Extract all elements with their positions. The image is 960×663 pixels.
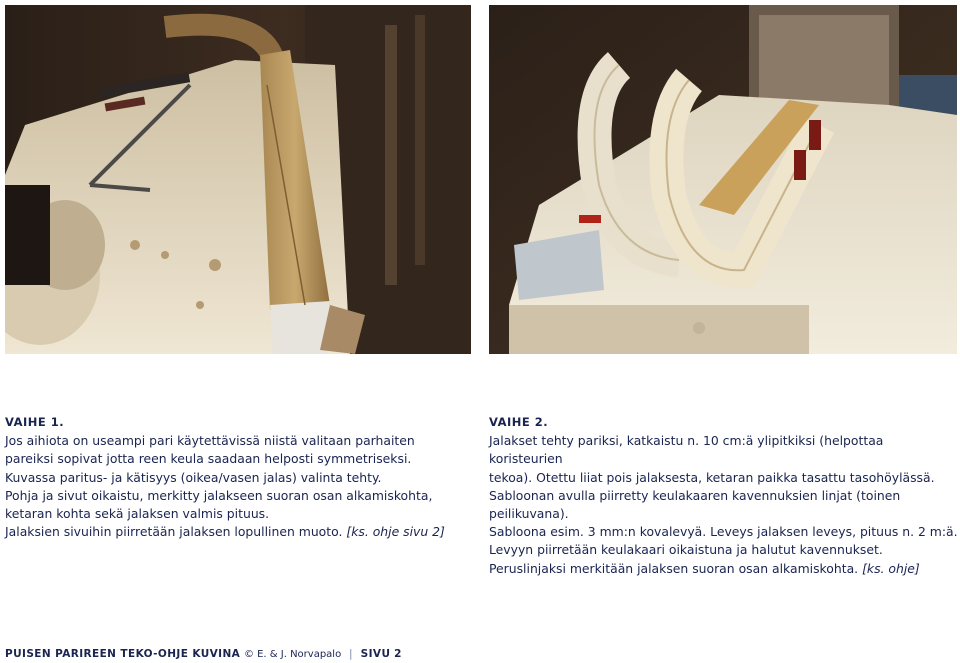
stage-2-last-line — [489, 560, 959, 578]
stage-2-line: Jalakset tehty pariksi, katkaistu n. 10 cm:ä ylipitkiksi (helpottaa koristeurien — [489, 433, 884, 467]
stage-1-line: ketaran kohta sekä jalaksen valmis pituus. — [5, 506, 270, 522]
stage-2-line: Sabloonan avulla piirretty keulakaaren kavennuksien linjat (toinen peilikuvana). — [489, 487, 901, 522]
footer-title: PUISEN PARIREEN TEKO-OHJE KUVINA — [5, 648, 241, 660]
stage-1-line: Kuvassa paritus- ja kätisyys (oikea/vasen jalas) valinta tehty. — [5, 469, 382, 485]
footer-separator: | — [348, 648, 353, 660]
stage-1-last-text: Jalaksien sivuihin piirretään jalaksen lopullinen muoto. — [5, 524, 343, 540]
stage-2-last-text: Peruslinjaksi merkitään jalaksen suoran osan alkamiskohta. — [489, 560, 859, 576]
stage-1-text — [5, 413, 475, 541]
stage-2-reference: [ks. ohje] — [862, 560, 920, 576]
stage-1-line: pareiksi sopivat jotta reen keula saadaan helposti symmetriseksi. — [5, 451, 412, 467]
stage-1-heading: VAIHE 1. — [5, 415, 65, 429]
stage-1-line: Jos aihiota on useampi pari käytettävissä niistä valitaan parhaiten — [5, 433, 415, 449]
footer-page-number: 2 — [394, 648, 402, 660]
footer-page-label: SIVU — [360, 648, 391, 660]
stage-2-line: Levyyn piirretään keulakaari oikaistuna ja halutut kavennukset. — [489, 542, 883, 558]
stage-1-last-line — [5, 523, 475, 541]
page-footer — [5, 648, 402, 660]
stage-2-line: tekoa). Otettu liiat pois jalaksesta, ketaran paikka tasattu tasohöylässä. — [489, 469, 935, 485]
workshop-photo-stage-2 — [489, 5, 957, 354]
stage-2-line: Sabloona esim. 3 mm:n kovalevyä. Leveys jalaksen leveys, pituus n. 2 m:ä. — [489, 524, 958, 540]
stage-2-text — [489, 413, 959, 578]
footer-credit: © E. & J. Norvapalo — [243, 649, 342, 660]
stage-1-reference: [ks. ohje sivu 2] — [346, 524, 445, 540]
workshop-photo-stage-1 — [5, 5, 471, 354]
stage-1-line: Pohja ja sivut oikaistu, merkitty jalakseen suoran osan alkamiskohta, — [5, 487, 433, 503]
stage-2-heading: VAIHE 2. — [489, 415, 549, 429]
